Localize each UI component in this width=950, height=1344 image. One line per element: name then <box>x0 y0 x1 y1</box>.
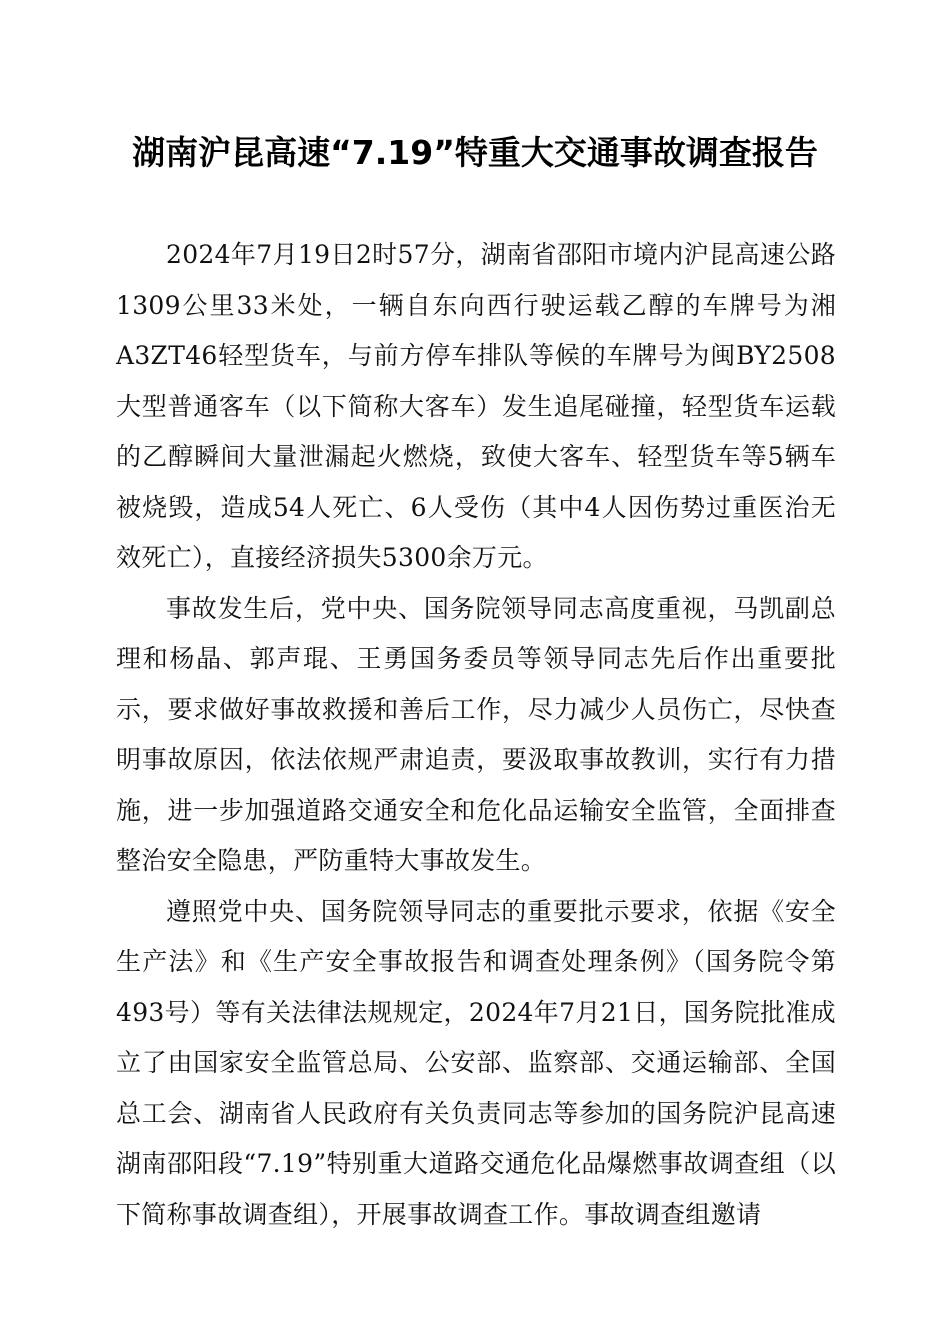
paragraph-accident-summary: 2024年7月19日2时57分，湖南省邵阳市境内沪昆高速公路1309公里33米处，一辆自东向西行驶运载乙醇的车牌号为湘A3ZT46轻型货车，与前方停车排队等候的车牌号为闽BY2508大型普通客车（以下简称大客车）发生追尾碰撞，轻型货车运载的乙醇瞬间大量泄漏起火燃烧，致使大客车、轻型货车等5辆车被烧毁，造成54人死亡、6人受伤（其中4人因伤势过重医治无效死亡），直接经济损失5300余万元。 <box>116 240 836 572</box>
document-body <box>116 230 836 1240</box>
paragraph-investigation-team: 遵照党中央、国务院领导同志的重要批示要求，依据《安全生产法》和《生产安全事故报告和调查处理条例》（国务院令第493号）等有关法律法规规定，2024年7月21日，国务院批准成立了由国家安全监管总局、公安部、监察部、交通运输部、全国总工会、湖南省人民政府有关负责同志等参加的国务院沪昆高速湖南邵阳段“7.19”特别重大道路交通危化品爆燃事故调查组（以下简称事故调查组），开展事故调查工作。事故调查组邀请 <box>116 896 836 1229</box>
document-title: 湖南沪昆高速“7.19”特重大交通事故调查报告 <box>132 133 818 172</box>
paragraph-leadership-response: 事故发生后，党中央、国务院领导同志高度重视，马凯副总理和杨晶、郭声琨、王勇国务委员等领导同志先后作出重要批示，要求做好事故救援和善后工作，尽力减少人员伤亡，尽快查明事故原因，依法依规严肃追责，要汲取事故教训，实行有力措施，进一步加强道路交通安全和危化品运输安全监管，全面排查整治安全隐患，严防重特大事故发生。 <box>116 593 836 875</box>
